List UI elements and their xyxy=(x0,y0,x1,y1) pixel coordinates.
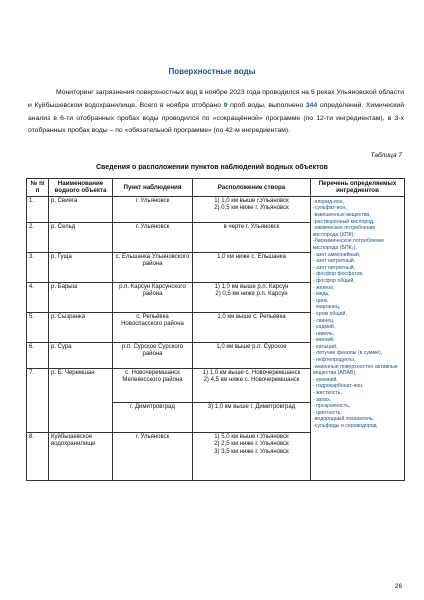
param-item: - нефтепродукты, xyxy=(313,357,356,364)
param-item: -химическое потребление кислорода (ХПК); xyxy=(313,225,376,238)
cell-point: г. Ульяновск xyxy=(113,432,193,480)
param-item: - магний, xyxy=(313,337,335,344)
intro-text-c: проб воды, выполнено xyxy=(230,101,304,109)
param-item: - запах, xyxy=(313,396,332,403)
cell-location: 3) 1,0 км выше г. Димитровград xyxy=(193,402,311,432)
cell-num: 7. xyxy=(27,368,49,432)
param-item: - свинец, xyxy=(313,317,335,324)
table-row xyxy=(27,196,405,222)
page-number: 26 xyxy=(394,583,402,590)
cell-point: с. Новочеремшанск Мелекесского района xyxy=(113,368,193,402)
col-header-point: Пункт наблюдения xyxy=(113,179,193,197)
param-item: - цветность, xyxy=(313,409,342,416)
cell-object: р. Сура xyxy=(49,342,113,368)
param-item: - никель, xyxy=(313,330,335,337)
param-item: -сульфиды и сероводород xyxy=(313,423,377,429)
cell-location: 1) 5,0 км выше г.Ульяновск 2) 2,5 км ниже г. Ульяновск 3) 3,5 км ниже г. Ульяновск xyxy=(193,432,311,480)
cell-point: с. Репьёвка Новоспасского района xyxy=(113,312,193,342)
param-item: - азот нитритный, xyxy=(313,258,356,265)
cell-point: р.п. Сурское Сурского района xyxy=(113,342,193,368)
col-header-num: № п/п xyxy=(27,179,49,197)
intro-text-b: реках Ульяновской области и Куйбышевском водохранилище. Всего в ноябре отобрано xyxy=(28,89,405,109)
cell-location: 1,0 км ниже с. Ельшанка xyxy=(193,252,311,282)
cell-location: 1,0 км выше р.п. Сурское xyxy=(193,342,311,368)
param-item: - хром общий, xyxy=(313,310,347,317)
cell-object: р. Сельд xyxy=(49,222,113,252)
intro-text-a: Мониторинг загрязнения поверхностных вод в ноябре 2023 года проводился на xyxy=(56,89,309,96)
cell-object: р. Барыш xyxy=(49,282,113,312)
table-number: Таблица 7 xyxy=(370,152,402,159)
param-item: - марганец, xyxy=(313,304,341,311)
param-item: -взвешенные вещества, xyxy=(313,212,371,218)
cell-point: р.п. Карсун Карсунского района xyxy=(113,282,193,312)
cell-object: р. Свияга xyxy=(49,196,113,222)
param-item: -сульфат-ион, xyxy=(313,205,347,212)
cell-location: 1,0 км выше с. Репьёвка xyxy=(193,312,311,342)
col-header-location: Расположение створа xyxy=(193,179,311,197)
intro-text xyxy=(28,87,404,138)
cell-num: 2. xyxy=(27,222,49,252)
section-heading: Поверхностные воды xyxy=(168,67,256,76)
samples-count: 9 xyxy=(223,101,228,109)
param-item: - жесткость, xyxy=(313,390,342,397)
cell-location: в черте г. Ульяновск xyxy=(193,222,311,252)
col-header-params: Перечень определяемых ингредиентов xyxy=(311,179,405,197)
param-item: - цинк, xyxy=(313,297,329,304)
determinations-count: 344 xyxy=(305,101,318,109)
rivers-count: 5 xyxy=(310,89,315,96)
intro-text-d: определений. Химический анализ в 6-ти отобранных пробах воды проводился по «сокращённой» программе (по 12-ти ингредиентам), в 3-х отобранных пробах воды – по «обязательной программе» (по 42-м ингредиентам). xyxy=(28,101,404,135)
param-item: - фосфор общий, xyxy=(313,277,355,284)
param-item: - кальций, xyxy=(313,343,338,350)
cell-object: р. Сызранка xyxy=(49,312,113,342)
param-item: - железо, xyxy=(313,284,335,291)
param-item: - азот аммонийный, xyxy=(313,251,361,258)
param-item: - кремний, xyxy=(313,376,338,383)
param-item: - гидрокарбонат-ион, xyxy=(313,383,364,390)
cell-location: 1) 1,0 км выше р.п. Карсун 2) 0,5 км ниже р.п. Карсун xyxy=(193,282,311,312)
cell-num: 6. xyxy=(27,342,49,368)
param-item: - фосфор фосфатов, xyxy=(313,271,364,278)
cell-num: 8. xyxy=(27,432,49,480)
cell-num: 3. xyxy=(27,252,49,282)
cell-point: г. Димитровград xyxy=(113,402,193,432)
param-item: - кадмий, xyxy=(313,324,336,331)
cell-point: с. Ельшанка Ульяновского района xyxy=(113,252,193,282)
col-header-object: Наименование водного объекта xyxy=(49,179,113,197)
cell-params-list xyxy=(311,196,405,480)
param-item: -хлорид-ион, xyxy=(313,198,344,205)
cell-num: 1. xyxy=(27,196,49,222)
table-caption: Сведения о расположении пунктов наблюдений водных объектов xyxy=(96,164,328,171)
observation-sites-table xyxy=(26,178,405,481)
cell-num: 4. xyxy=(27,282,49,312)
cell-location: 1) 1,0 км выше г.Ульяновск 2) 0,5 км ниже г. Ульяновск xyxy=(193,196,311,222)
cell-location: 1) 1,0 км выше с. Новочеремшанск 2) 4,5 км ниже с. Новочеремшанск xyxy=(193,368,311,402)
cell-object: р. Б. Черемшан xyxy=(49,368,113,432)
param-item: -анионные поверхностно-активные вещества (АПАВ), xyxy=(313,363,398,377)
cell-point: г. Ульяновск xyxy=(113,222,193,252)
param-item: - прозрачность, xyxy=(313,403,351,410)
cell-object: Куйбышевское водохранилище xyxy=(49,432,113,480)
table-header-row xyxy=(27,179,405,197)
param-item: - медь, xyxy=(313,291,330,298)
cell-num: 5. xyxy=(27,312,49,342)
cell-point: г. Ульяновск xyxy=(113,196,193,222)
param-item: -водородный показатель, xyxy=(313,416,374,423)
param-item: - азот нитратный, xyxy=(313,264,356,271)
param-item: - летучие фенолы (в сумме), xyxy=(313,350,383,357)
param-item: -биохимическое потребление кислорода (БПК₅), xyxy=(313,238,385,251)
param-item: -растворённый кислород, xyxy=(313,218,375,225)
cell-object: р. Гуща xyxy=(49,252,113,282)
intro-paragraph xyxy=(28,87,404,138)
